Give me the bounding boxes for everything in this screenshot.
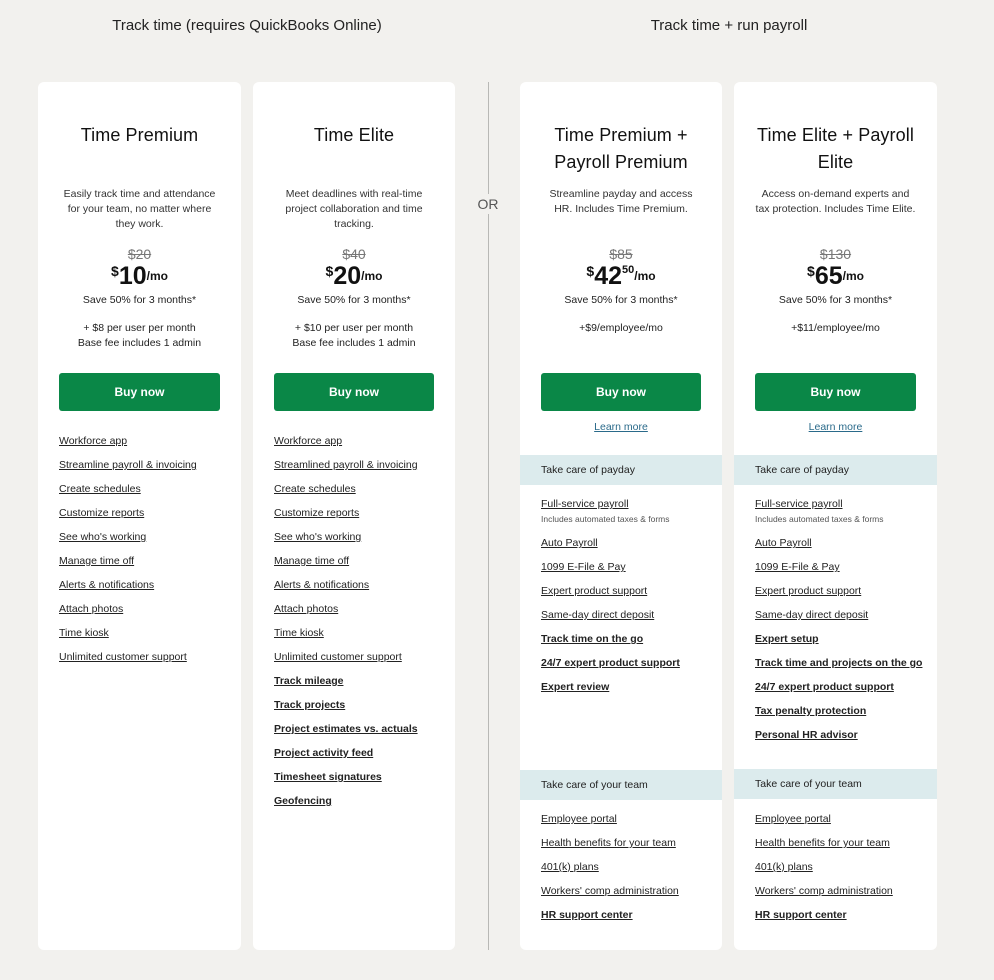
extra-fee-line: Base fee includes 1 admin xyxy=(292,337,416,349)
plan-card-time-premium xyxy=(38,82,241,950)
team-feature-list xyxy=(541,813,712,933)
extra-fees xyxy=(48,321,231,351)
feature-subtext: Includes automated taxes & forms xyxy=(755,514,884,524)
feature-item xyxy=(274,651,445,664)
buy-now-button[interactable]: Buy now xyxy=(541,373,701,411)
feature-item xyxy=(274,675,445,688)
feature-item xyxy=(274,627,445,640)
feature-link[interactable]: Auto Payroll xyxy=(541,537,598,549)
feature-link[interactable]: Workforce app xyxy=(59,435,128,447)
section-header-team: Take care of your team xyxy=(520,770,722,800)
feature-item xyxy=(755,498,927,526)
feature-item xyxy=(59,459,231,472)
original-price: $40 xyxy=(342,246,366,262)
plan-card-time-elite xyxy=(253,82,455,950)
extra-fees xyxy=(263,321,445,351)
plan-description: Meet deadlines with real-time project collaboration and time tracking. xyxy=(285,188,423,230)
price xyxy=(520,262,722,291)
feature-item xyxy=(755,885,927,898)
price-amount: 42 xyxy=(594,262,622,290)
feature-item xyxy=(274,603,445,616)
feature-item xyxy=(541,909,712,922)
feature-item xyxy=(755,537,927,550)
section-header-team: Take care of your team xyxy=(734,769,937,799)
feature-item xyxy=(59,627,231,640)
feature-link[interactable]: Alerts & notifications xyxy=(59,579,155,591)
extra-fee-line: Base fee includes 1 admin xyxy=(77,337,202,349)
price-currency: $ xyxy=(807,263,815,279)
feature-link[interactable]: Expert setup xyxy=(755,633,819,645)
feature-item xyxy=(755,729,927,742)
price-currency: $ xyxy=(586,263,595,279)
feature-link[interactable]: Health benefits for your team xyxy=(541,837,676,849)
feature-list xyxy=(274,435,445,819)
group-title-track-time: Track time (requires QuickBooks Online) xyxy=(112,17,382,34)
feature-link[interactable]: See who's working xyxy=(59,531,147,543)
feature-item xyxy=(755,561,927,574)
feature-item xyxy=(541,813,712,826)
feature-link[interactable]: 401(k) plans xyxy=(755,861,813,873)
promo-text: Save 50% for 3 months* xyxy=(82,294,197,306)
feature-item xyxy=(755,657,927,670)
plan-description: Access on-demand experts and tax protection. Includes Time Elite. xyxy=(755,188,916,215)
feature-link[interactable]: Time kiosk xyxy=(274,627,324,639)
extra-fee-line: + $10 per user per month xyxy=(294,322,414,334)
feature-item xyxy=(755,909,927,922)
feature-link[interactable]: 401(k) plans xyxy=(541,861,599,873)
feature-link[interactable]: Same-day direct deposit xyxy=(541,609,655,621)
feature-link[interactable]: Geofencing xyxy=(274,795,332,807)
feature-item xyxy=(541,885,712,898)
feature-item xyxy=(274,579,445,592)
original-price: $85 xyxy=(609,246,633,262)
feature-item xyxy=(59,651,231,664)
feature-item xyxy=(541,633,712,646)
feature-item xyxy=(274,435,445,448)
feature-link[interactable]: Unlimited customer support xyxy=(59,651,187,663)
feature-link[interactable]: Expert product support xyxy=(755,585,862,597)
plan-name: Time Premium + Payroll Premium xyxy=(554,125,688,172)
learn-more-link[interactable]: Learn more xyxy=(808,421,863,433)
promo-text: Save 50% for 3 months* xyxy=(778,294,893,306)
promo-text: Save 50% for 3 months* xyxy=(564,294,678,306)
feature-item xyxy=(755,705,927,718)
plan-name: Time Elite + Payroll Elite xyxy=(757,125,914,172)
feature-link[interactable]: Health benefits for your team xyxy=(755,837,890,849)
feature-link[interactable]: Time kiosk xyxy=(59,627,109,639)
feature-item xyxy=(755,837,927,850)
feature-item xyxy=(274,795,445,808)
feature-item xyxy=(59,483,231,496)
extra-fees xyxy=(530,321,712,336)
price-currency: $ xyxy=(325,263,334,279)
extra-fee-line: + $8 per user per month xyxy=(83,322,196,334)
feature-item xyxy=(755,861,927,874)
feature-link[interactable]: Timesheet signatures xyxy=(274,771,382,783)
feature-item xyxy=(541,861,712,874)
plan-card-time-elite-payroll-elite xyxy=(734,82,937,950)
price xyxy=(253,262,455,291)
feature-item xyxy=(541,537,712,550)
feature-link[interactable]: Full-service payroll xyxy=(541,498,629,510)
section-header-payday: Take care of payday xyxy=(734,455,937,485)
feature-link[interactable]: Full-service payroll xyxy=(755,498,843,510)
feature-link[interactable]: Track projects xyxy=(274,699,346,711)
feature-item xyxy=(274,747,445,760)
feature-item xyxy=(541,657,712,670)
feature-item xyxy=(541,561,712,574)
feature-link[interactable]: Streamlined payroll & invoicing xyxy=(274,459,418,471)
extra-fee-line: +$9/employee/mo xyxy=(579,322,663,334)
feature-link[interactable]: 1099 E-File & Pay xyxy=(541,561,626,573)
feature-link[interactable]: Create schedules xyxy=(274,483,356,495)
price-period: /mo xyxy=(146,269,168,283)
feature-item xyxy=(541,837,712,850)
extra-fee-line: +$11/employee/mo xyxy=(791,322,880,334)
plan-name: Time Elite xyxy=(313,125,395,145)
payday-feature-list xyxy=(541,498,712,705)
feature-item xyxy=(59,555,231,568)
feature-link[interactable]: Workforce app xyxy=(274,435,343,447)
feature-item xyxy=(274,555,445,568)
plan-description: Streamline payday and access HR. Includes Time Premium. xyxy=(549,188,693,215)
learn-more-link[interactable]: Learn more xyxy=(594,421,648,433)
plan-card-time-premium-payroll-premium xyxy=(520,82,722,950)
feature-item xyxy=(541,609,712,622)
feature-item xyxy=(274,483,445,496)
team-feature-list xyxy=(755,813,927,933)
buy-now-button[interactable]: Buy now xyxy=(274,373,434,411)
feature-link[interactable]: Attach photos xyxy=(274,603,339,615)
extra-fees xyxy=(744,321,927,336)
feature-item xyxy=(274,531,445,544)
feature-link[interactable]: 1099 E-File & Pay xyxy=(755,561,840,573)
feature-link[interactable]: Expert review xyxy=(541,681,610,693)
feature-item xyxy=(59,531,231,544)
original-price: $130 xyxy=(819,246,852,262)
price-amount: 65 xyxy=(814,262,843,290)
plan-description: Easily track time and attendance for your team, no matter where they work. xyxy=(63,188,216,230)
feature-item xyxy=(755,633,927,646)
plan-name: Time Premium xyxy=(80,125,199,145)
promo-text: Save 50% for 3 months* xyxy=(297,294,411,306)
feature-link[interactable]: Track mileage xyxy=(274,675,344,687)
feature-link[interactable]: HR support center xyxy=(755,909,847,921)
price xyxy=(734,262,937,291)
price-amount: 10 xyxy=(118,262,147,290)
feature-link[interactable]: Manage time off xyxy=(59,555,135,567)
feature-link[interactable]: Streamline payroll & invoicing xyxy=(59,459,197,471)
price-period: /mo xyxy=(634,269,656,283)
feature-link[interactable]: Unlimited customer support xyxy=(274,651,402,663)
buy-now-button[interactable]: Buy now xyxy=(755,373,916,411)
price-amount: 20 xyxy=(333,262,362,290)
feature-link[interactable]: See who's working xyxy=(274,531,362,543)
feature-link[interactable]: HR support center xyxy=(541,909,633,921)
feature-link[interactable]: 24/7 expert product support xyxy=(755,681,894,693)
feature-item xyxy=(755,585,927,598)
feature-link[interactable]: Project estimates vs. actuals xyxy=(274,723,418,735)
feature-item xyxy=(274,459,445,472)
or-label: OR xyxy=(472,194,504,214)
feature-item xyxy=(274,507,445,520)
feature-link[interactable]: Project activity feed xyxy=(274,747,374,759)
feature-list xyxy=(59,435,231,675)
feature-item xyxy=(755,813,927,826)
feature-item xyxy=(541,498,712,526)
feature-item xyxy=(541,585,712,598)
feature-item xyxy=(274,723,445,736)
feature-link[interactable]: Track time and projects on the go xyxy=(755,657,923,669)
feature-item xyxy=(59,435,231,448)
feature-link[interactable]: Customize reports xyxy=(274,507,360,519)
price-period: /mo xyxy=(361,269,383,283)
feature-link[interactable]: Employee portal xyxy=(755,813,831,825)
feature-link[interactable]: Manage time off xyxy=(274,555,350,567)
price-cents: 50 xyxy=(622,264,635,276)
feature-link[interactable]: Create schedules xyxy=(59,483,141,495)
feature-link[interactable]: Workers' comp administration xyxy=(541,885,679,897)
buy-now-button[interactable]: Buy now xyxy=(59,373,220,411)
feature-link[interactable]: Employee portal xyxy=(541,813,617,825)
feature-item xyxy=(755,609,927,622)
feature-link[interactable]: 24/7 expert product support xyxy=(541,657,680,669)
feature-item xyxy=(59,603,231,616)
feature-item xyxy=(59,579,231,592)
section-header-payday: Take care of payday xyxy=(520,455,722,485)
feature-link[interactable]: Tax penalty protection xyxy=(755,705,867,717)
feature-item xyxy=(274,699,445,712)
feature-item xyxy=(59,507,231,520)
original-price: $20 xyxy=(127,246,152,262)
feature-item xyxy=(541,681,712,694)
feature-link[interactable]: Expert product support xyxy=(541,585,648,597)
feature-link[interactable]: Attach photos xyxy=(59,603,124,615)
group-title-time-payroll: Track time + run payroll xyxy=(650,17,808,34)
feature-item xyxy=(755,681,927,694)
feature-link[interactable]: Alerts & notifications xyxy=(274,579,370,591)
feature-link[interactable]: Workers' comp administration xyxy=(755,885,893,897)
feature-link[interactable]: Customize reports xyxy=(59,507,145,519)
price-period: /mo xyxy=(842,269,864,283)
feature-link[interactable]: Personal HR advisor xyxy=(755,729,858,741)
feature-item xyxy=(274,771,445,784)
payday-feature-list xyxy=(755,498,927,753)
feature-link[interactable]: Track time on the go xyxy=(541,633,644,645)
price-currency: $ xyxy=(111,263,119,279)
feature-link[interactable]: Same-day direct deposit xyxy=(755,609,869,621)
price xyxy=(38,262,241,291)
feature-subtext: Includes automated taxes & forms xyxy=(541,514,670,524)
feature-link[interactable]: Auto Payroll xyxy=(755,537,812,549)
